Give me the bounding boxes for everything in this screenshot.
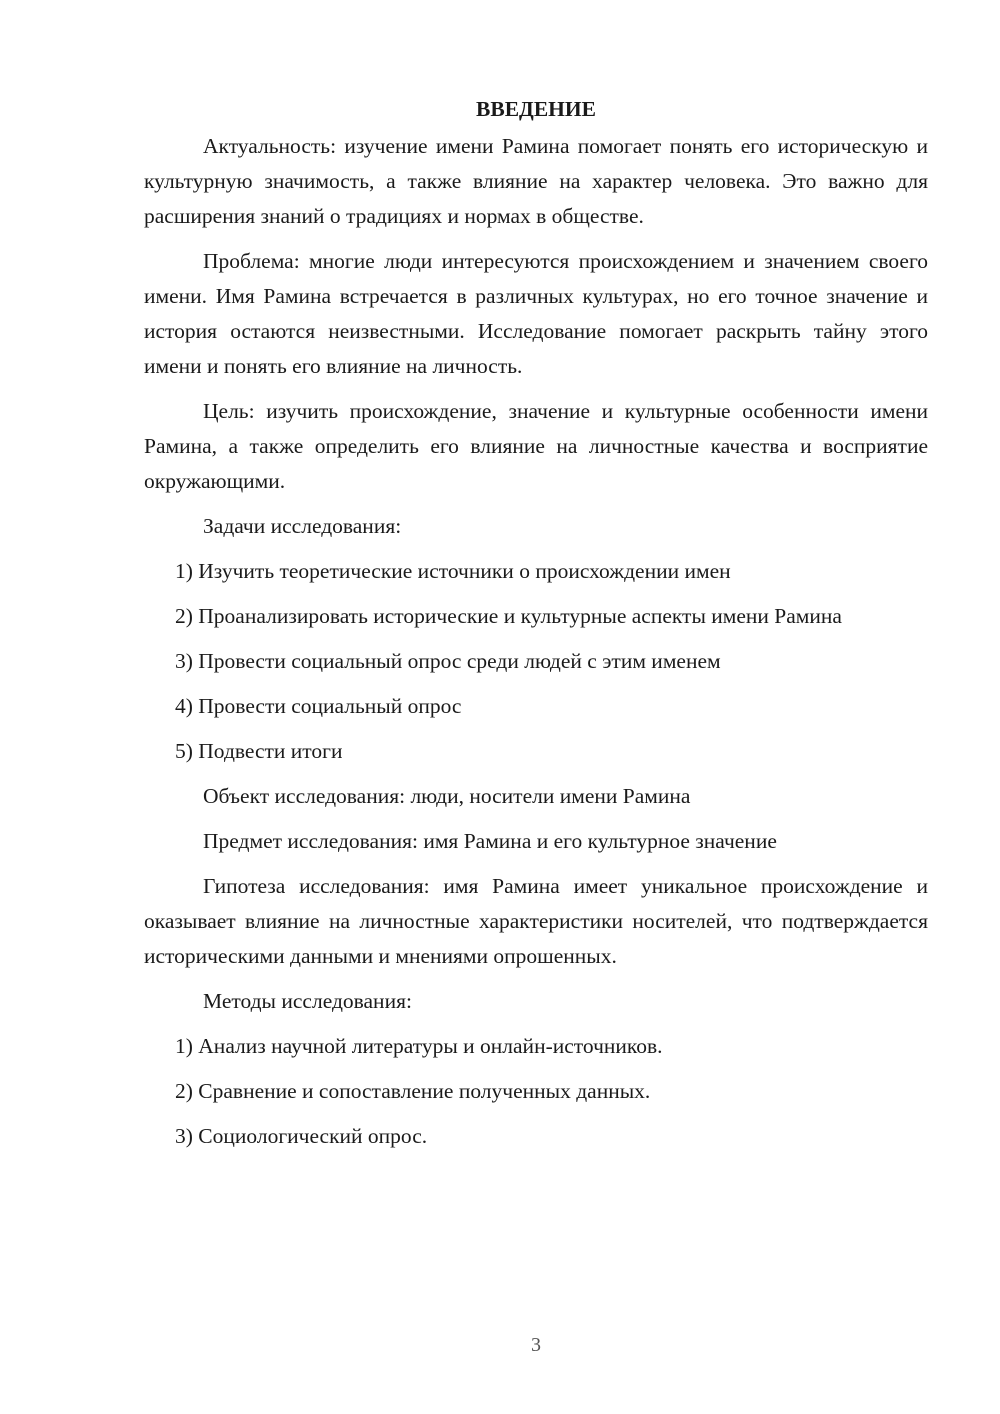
task-item: 2) Проанализировать исторические и культурные аспекты имени Рамина: [175, 604, 842, 628]
section-title: ВВЕДЕНИЕ: [476, 97, 596, 121]
methods-heading: Методы исследования:: [203, 989, 412, 1013]
problem-paragraph: Проблема: многие люди интересуются происхождением и значением своего имени. Имя Рамина встречается в различных культурах, но его точное значение и история остаются неизвестными. Исследование помогает раскрыть тайну этого имени и понять его влияние на личность.: [144, 249, 928, 378]
document-page: [144, 92, 928, 1164]
method-item: 2) Сравнение и сопоставление полученных данных.: [175, 1079, 651, 1103]
hypothesis-paragraph: Гипотеза исследования: имя Рамина имеет уникальное происхождение и оказывает влияние на личностные характеристики носителей, что подтверждается историческими данными и мнениями опрошенных.: [144, 874, 928, 968]
method-item: 1) Анализ научной литературы и онлайн-источников.: [175, 1034, 663, 1058]
page-number: 3: [531, 1334, 541, 1356]
task-item: 1) Изучить теоретические источники о происхождении имен: [175, 559, 731, 583]
goal-paragraph: Цель: изучить происхождение, значение и культурные особенности имени Рамина, а также определить его влияние на личностные качества и восприятие окружающими.: [144, 399, 928, 493]
relevance-paragraph: Актуальность: изучение имени Рамина помогает понять его историческую и культурную значимость, а также влияние на характер человека. Это важно для расширения знаний о традициях и нормах в обществе.: [144, 134, 928, 228]
object-paragraph: Объект исследования: люди, носители имени Рамина: [203, 784, 691, 808]
task-item: 4) Провести социальный опрос: [175, 694, 462, 718]
task-item: 5) Подвести итоги: [175, 739, 343, 763]
tasks-heading: Задачи исследования:: [203, 514, 402, 538]
method-item: 3) Социологический опрос.: [175, 1124, 428, 1148]
task-item: 3) Провести социальный опрос среди людей с этим именем: [175, 649, 721, 673]
subject-paragraph: Предмет исследования: имя Рамина и его культурное значение: [203, 829, 777, 853]
